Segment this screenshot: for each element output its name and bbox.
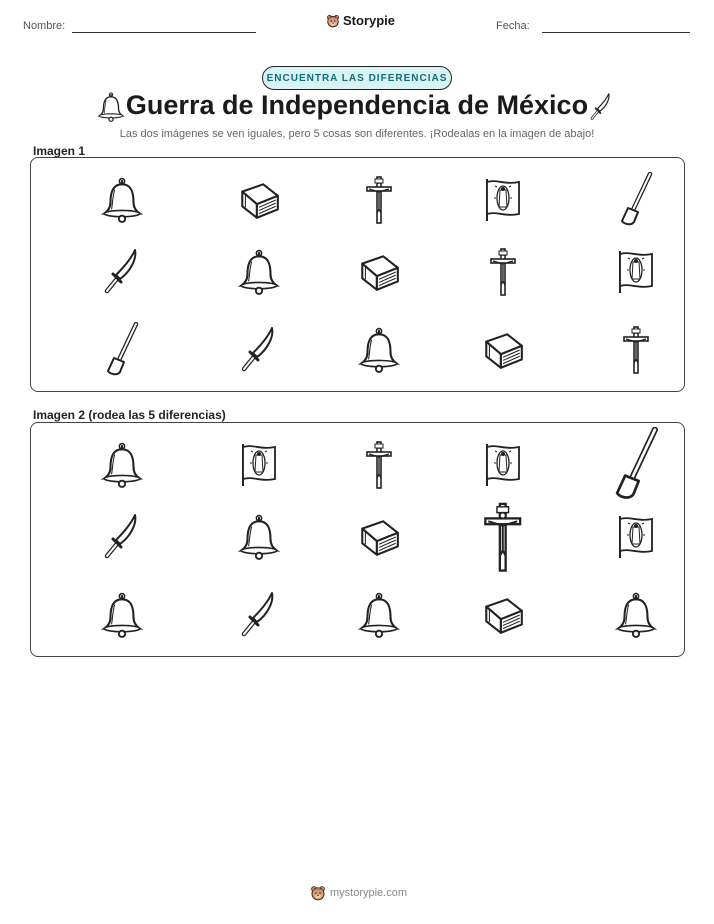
instructions: Las dos imágenes se ven iguales, pero 5 cosas son diferentes. ¡Rodealas en la imagen de abajo! <box>119 128 595 140</box>
book-icon <box>356 251 402 293</box>
name-field[interactable] <box>72 32 256 33</box>
image2-panel[interactable] <box>30 422 685 657</box>
sword-icon[interactable] <box>239 590 279 640</box>
footer-url: mystorypie.com <box>330 887 408 899</box>
book-icon <box>480 329 526 371</box>
footer <box>310 885 407 901</box>
book-icon <box>236 179 282 221</box>
crucifix-icon <box>621 325 651 375</box>
bell-icon <box>357 327 401 373</box>
date-field[interactable] <box>542 32 690 33</box>
sword-icon <box>588 92 614 122</box>
brand-name: Storypie <box>343 13 396 28</box>
bell-icon[interactable] <box>237 514 281 560</box>
crucifix-icon <box>488 247 518 297</box>
banner-icon[interactable] <box>616 514 656 560</box>
brand-logo <box>326 13 395 28</box>
shovel-icon <box>102 322 142 378</box>
shovel-icon[interactable] <box>609 427 663 503</box>
sword-icon <box>239 325 279 375</box>
crucifix-icon[interactable] <box>481 501 525 574</box>
crucifix-icon[interactable] <box>364 440 394 490</box>
banner-icon <box>616 249 656 295</box>
book-icon[interactable] <box>356 516 402 558</box>
date-label: Fecha: <box>496 20 530 32</box>
page-title: Guerra de Independencia de México <box>125 90 589 120</box>
book-icon[interactable] <box>480 594 526 636</box>
sword-icon <box>102 247 142 297</box>
sword-icon[interactable] <box>102 512 142 562</box>
banner-icon[interactable] <box>239 442 279 488</box>
bell-icon[interactable] <box>357 592 401 638</box>
bell-icon[interactable] <box>100 592 144 638</box>
activity-badge: ENCUENTRA LAS DIFERENCIAS <box>262 66 452 90</box>
banner-icon <box>483 177 523 223</box>
bell-icon[interactable] <box>614 592 658 638</box>
banner-icon[interactable] <box>483 442 523 488</box>
shovel-icon <box>616 172 656 228</box>
bell-icon <box>237 249 281 295</box>
crucifix-icon <box>364 175 394 225</box>
bell-icon <box>100 177 144 223</box>
image1-label: Imagen 1 <box>33 144 86 158</box>
image1-panel <box>30 157 685 392</box>
bell-icon[interactable] <box>100 442 144 488</box>
bear-mascot-icon <box>326 14 340 28</box>
image2-label: Imagen 2 (rodea las 5 diferencias) <box>33 408 226 422</box>
name-label: Nombre: <box>23 20 66 32</box>
bear-mascot-icon <box>310 885 326 901</box>
